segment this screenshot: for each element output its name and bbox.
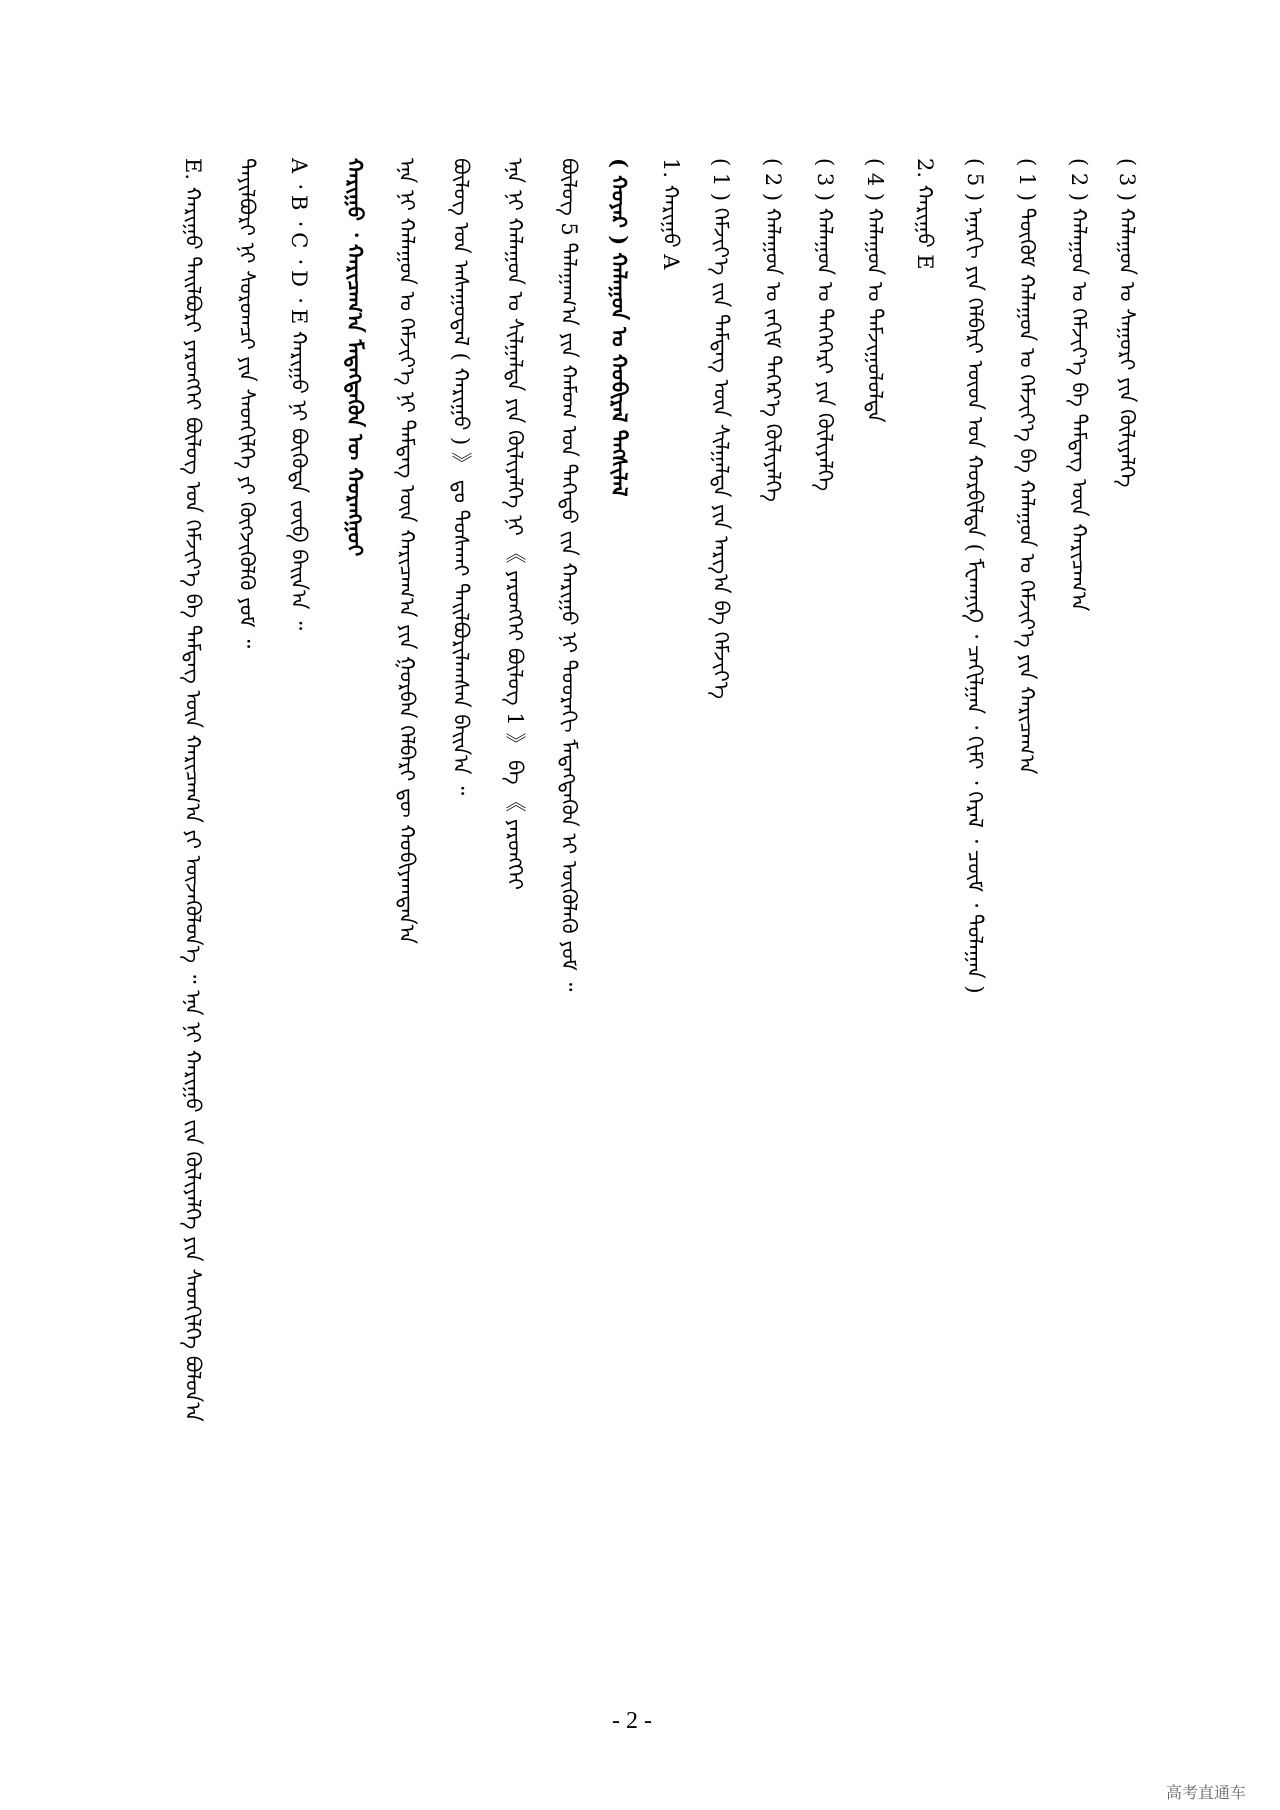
text-column-3: ( 1 ) ᠳᠦᠭᠦᠮ ᠬᠠᠯᠠᠭᠤᠨ ᠤ ᠬᠡᠮᠵᠢᠶ᠎ᠡ ᠪᠠ ᠬᠠᠯᠠᠭᠤᠨ ᠤ ᠬᠡᠮᠵᠢᠶ᠎ᠡ ᠶᠢᠨ ᠬᠠᠷᠢᠴᠠᠭ᠎ᠠ xyxy=(1015,158,1039,775)
text-column-1: ( 3 ) ᠬᠠᠯᠠᠭᠤᠨ ᠤ ᠰᠠᠭᠤᠷᠢ ᠶᠢᠨ ᠬᠦᠯᠢᠶᠡᠯᠭᠡ xyxy=(1115,158,1139,488)
text-column-6: ( 4 ) ᠬᠠᠯᠠᠭᠤᠨ ᠤ ᠳᠠᠮᠵᠢᠭᠤᠯᠤᠯᠲᠠ xyxy=(863,158,887,423)
text-column-18: ᠲᠠᠶᠢᠯᠪᠤᠷᠢ ᠨᠢ ᠰᠤᠷᠤᠭᠴᠢ ᠶᠢᠨ ᠰᠡᠳᠬᠢᠯᠭᠡ ᠶᠢ ᠬᠥᠭᠵᠢᠭᠦᠯᠬᠦ ᠶᠤᠮ ᠃ xyxy=(235,158,259,649)
text-column-8: ( 2 ) ᠬᠠᠯᠠᠭᠤᠨ ᠤ ᠵᠠᠬᠢᠮ ᠳᠡᠭᠡᠷ᠎ᠡ ᠬᠦᠯᠢᠶᠡᠯᠭᠡ xyxy=(761,158,785,502)
section-heading-column: ( ᠬᠤᠶᠠᠷ ) ᠬᠠᠯᠠᠭᠤᠨ ᠤ ᠬᠤᠪᠢᠷᠠᠯ ᠲᠡᠭᠰᠢᠯᠡᠯ xyxy=(607,158,632,497)
text-column-2: ( 2 ) ᠬᠠᠯᠠᠭᠤᠨ ᠤ ᠬᠡᠮᠵᠢᠶ᠎ᠡ ᠪᠠ ᠲᠡᠮᠳᠡᠭ ᠦᠨ ᠬᠠᠷᠢᠴᠠᠭ᠎ᠠ xyxy=(1067,158,1091,612)
text-column-9: ( 1 ) ᠬᠡᠮᠵᠢᠶ᠎ᠡ ᠵᠢᠨ ᠲᠡᠮᠳᠡᠭ ᠦᠨ ᠰᠢᠯᠭᠠᠯᠲᠠ ᠶᠢᠨ ᠠᠷᠭ᠎ᠠ ᠪᠠ ᠬᠡᠮᠵᠢᠶ᠎ᠡ xyxy=(709,158,733,700)
text-column-7: ( 3 ) ᠬᠠᠯᠠᠭᠤᠨ ᠤ ᠲᠡᠭᠡᠭᠡᠷᠢ ᠶᠢᠨ ᠬᠦᠯᠢᠶᠡᠯᠭᠡ xyxy=(813,158,837,492)
text-column-4: ( 5 ) ᠡᠨᠡᠷᠭᠢ ᠶᠢᠨ ᠬᠡᠯᠪᠡᠷᠢ ᠦᠳ ᠤᠨ ᠬᠤᠷᠪᠢᠯᠲᠠ ( ᠮᠸᠬᠠᠨᠢᠺ ᠂ ᠴᠠᠬᠢᠯᠭᠠᠨ ᠂ ᠬᠢᠮᠢ ᠂ ᠭᠡᠷᠡᠯ ᠂ ᠴᠦᠮ ᠂ ᠳᠤᠯᠠᠭᠠᠨ ) xyxy=(963,158,987,994)
text-column-16: ᠬᠠᠷᠢᠭᠤ ᠂ ᠬᠠᠷᠢᠴᠠᠭ᠎ᠠ ᠮᠡᠳᠡᠭᠳᠡᠬᠦᠨ ᠦ ᠬᠤᠷᠠᠩᠭᠤᠢ xyxy=(343,158,368,557)
text-column-14: ᠪᠦᠯᠦᠭ ᠤᠨ ᠠᠰᠠᠭᠤᠳᠠᠯ ( ᠬᠠᠷᠢᠭᠤ ) 》 ᠳᠤ ᠲᠤᠰᠬᠠᠢ ᠲᠠᠢᠯᠪᠤᠷᠢᠯᠠᠭᠰᠠᠨ ᠪᠠᠢᠨ᠎ᠠ ᠃ xyxy=(449,158,473,796)
text-column-12: ᠪᠦᠯᠦᠭ 5 ᠳᠠᠯᠠᠭᠠᠭ᠎ᠠ ᠶᠢᠨ ᠬᠠᠮᠤᠭ ᠤᠨ ᠳᠡᠭᠡᠳᠦ ᠵᠢᠨ ᠬᠠᠷᠢᠭᠤ ᠨᠢ ᠳᠣᠣᠷᠠᠬᠢ ᠮᠡᠳᠡᠭᠳᠡᠬᠦᠨ ᠢ ᠦᠭᠦᠯᠡᠬᠦ ᠶᠤᠮ ᠃ xyxy=(557,158,581,992)
text-column-15: ᠡᠨᠡ ᠨᠢ ᠬᠠᠯᠠᠭᠤᠨ ᠤ ᠬᠡᠮᠵᠢᠶ᠎ᠡ ᠨᠢ ᠲᠡᠮᠳᠡᠭ ᠦᠨ ᠬᠠᠷᠢᠴᠠᠭ᠎ᠠ ᠶᠢᠨ ᠭᠤᠷᠪᠠᠨ ᠬᠡᠯᠪᠡᠷᠢ ᠳᠦ ᠬᠤᠪᠢᠶᠠᠭᠳᠠᠨ᠎ᠠ xyxy=(395,158,419,945)
text-column-13: ᠡᠨᠡ ᠨᠢ ᠬᠠᠯᠠᠭᠤᠨ ᠤ ᠰᠢᠯᠭᠠᠯᠲᠠ ᠶᠢᠨ ᠬᠦᠯᠢᠶᠡᠯᠭᠡ ᠨᠢ 《 ᠶᠡᠷᠦᠩᠬᠡᠢ ᠪᠦᠯᠦᠭ 1 》 ᠪᠠ 《 ᠶᠡᠷᠦᠩᠬᠡᠢ xyxy=(503,158,527,890)
page-number: - 2 - xyxy=(612,1708,652,1734)
text-column-17: A ᠂ B ᠂ C ᠂ D ᠂ E ᠬᠠᠷᠢᠭᠤ ᠨᠢ ᠪᠦᠭᠦᠳᠡ ᠵᠥᠪ ᠪᠠᠢᠨ᠎ᠠ ᠃ xyxy=(287,158,311,631)
text-column-5: 2. ᠬᠠᠷᠢᠭᠤ E xyxy=(913,158,937,270)
watermark-text: 高考直通车 xyxy=(1165,1783,1246,1802)
text-column-10: 1. ᠬᠠᠷᠢᠭᠤ A xyxy=(659,158,683,270)
text-column-19: E. ᠬᠠᠷᠢᠭᠤ ᠳᠠᠢᠯᠪᠤᠷᠢ ᠶᠡᠷᠦᠩᠬᠡᠢ ᠪᠦᠯᠦᠭ ᠤᠨ ᠬᠡᠮᠵᠢᠶ᠎ᠡ ᠪᠠ ᠲᠡᠮᠳᠡᠭ ᠦᠨ ᠬᠠᠷᠢᠴᠠᠭ᠎ᠠ ᠶᠢ ᠦᠵᠡᠭᠦᠯᠦᠨ᠎ᠡ ᠃ ᠡᠨᠡ ᠨᠢ ᠬᠠᠷᠢᠭᠤ ᠵᠢᠨ ᠬᠦᠯᠢᠶᠡᠯᠭᠡ ᠶᠢᠨ ᠰᠡᠳᠬᠢᠯᠭᠡ ᠪᠤᠯᠤᠨ᠎ᠠ xyxy=(181,158,205,1422)
